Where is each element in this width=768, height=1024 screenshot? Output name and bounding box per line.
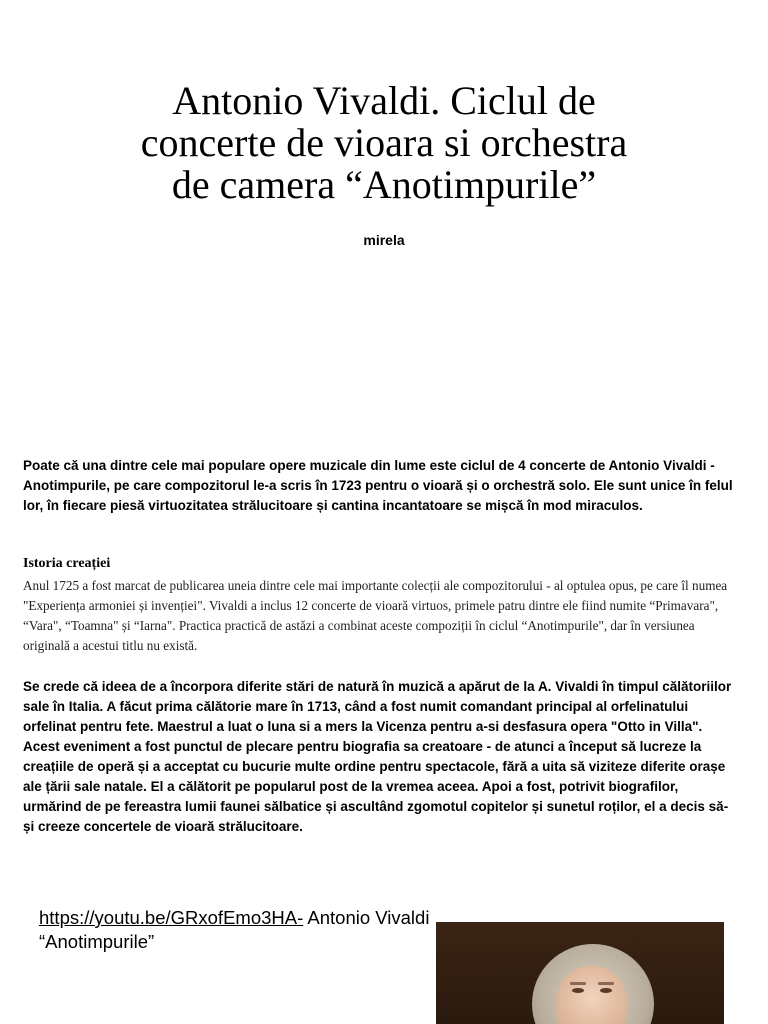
video-caption: Antonio Vivaldi “Anotimpurile”: [39, 907, 430, 952]
portrait-brow-right: [598, 982, 614, 985]
author-name: mirela: [363, 232, 405, 248]
portrait-eye-right: [600, 988, 612, 993]
history-paragraph: Anul 1725 a fost marcat de publicarea uneia dintre cele mai importante colecții ale compozitorului - al optulea opus, pe care îl numea "Experiența armoniei și invenției". Vivaldi a inclus 12 concerte de vioară virtuos, primele patru dintre ele fiind numite “Primavara", “Vara", “Toamna" și “Iarna". Practica practică de astăzi a combinat aceste compoziții în ciclul “Anotimpurile", dar în versiunea originală a acestui titlu nu există.: [23, 578, 728, 653]
title-line-2: concerte de vioara si orchestra: [140, 120, 628, 165]
video-link[interactable]: https://youtu.be/GRxofEmo3HA-: [39, 907, 304, 928]
video-link-block: [39, 906, 439, 954]
portrait-brow-left: [570, 982, 586, 985]
history-bold-paragraph: Se crede că ideea de a încorpora diferite stări de natură în muzică a apărut de la A. Vivaldi în timpul călătoriilor sale în Italia. A făcut prima călătorie mare în 1713, când a fost numit comandant principal al orfelinatului orfelinat pentru fete. Maestrul a luat o luna si a mers la Vicenza pentru a-si desfasura opera "Otto in Villa". Acest eveniment a fost punctul de plecare pentru biografia sa creatoare - de atunci a început să lucreze la creațiile de operă și a acceptat cu bucurie multe ordine pentru spectacole, fără a uita să viziteze diferite orașe ale țării sale natale. El a călătorit pe popularul post de la vremea aceea. Apoi a fost, potrivit biografilor, urmărind de pe fereastra lumii faunei sălbatice și ascultând zgomotul copitelor și sunetul roților, el a decis să-și creeze concertele de vioară strălucitoare.: [23, 679, 732, 834]
portrait-eye-left: [572, 988, 584, 993]
title-line-1: Antonio Vivaldi. Ciclul de: [172, 78, 596, 123]
history-heading: Istoria creației: [23, 556, 111, 571]
intro-paragraph: Poate că una dintre cele mai populare opere muzicale din lume este ciclul de 4 concerte de Antonio Vivaldi - Anotimpurile, pe care compozitorul le-a scris în 1723 pentru o vioară și o orchestră solo. Ele sunt unice în felul lor, în fiecare piesă virtuozitatea strălucitoare și cantina incantatoare se mișcă în mod miraculos.: [23, 458, 733, 513]
slide-title: [60, 80, 708, 206]
title-line-3: de camera “Anotimpurile”: [171, 162, 597, 207]
vivaldi-portrait: [436, 922, 724, 1024]
